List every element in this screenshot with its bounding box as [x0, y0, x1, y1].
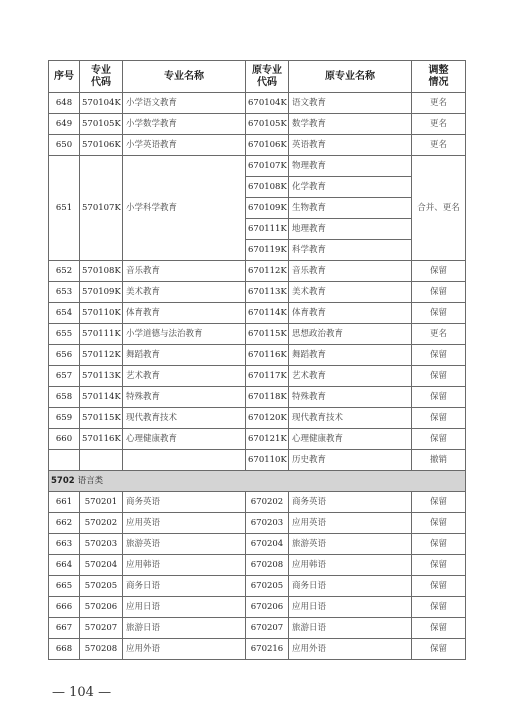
- cell-code: 570109K: [80, 282, 123, 303]
- cell-seq: 664: [49, 555, 80, 576]
- cell-orig-code: 670119K: [246, 240, 289, 261]
- section-code: 5702: [51, 475, 75, 486]
- header-adjust: 调整 情况: [412, 61, 466, 93]
- table-row: [49, 534, 466, 555]
- table-row: [49, 93, 466, 114]
- cell-orig-code: 670113K: [246, 282, 289, 303]
- cell-adjust: 撤销: [412, 450, 466, 471]
- cell-adjust: 保留: [412, 408, 466, 429]
- cell-name: 小学数学教育: [123, 114, 246, 135]
- table-row: [49, 156, 466, 177]
- cell-code: 570206: [80, 597, 123, 618]
- cell-seq: 652: [49, 261, 80, 282]
- cell-code: 570115K: [80, 408, 123, 429]
- cell-adjust: 保留: [412, 534, 466, 555]
- cell-adjust: 合并、更名: [412, 156, 466, 261]
- cell-orig-name: 语文教育: [289, 93, 412, 114]
- cell-orig-name: 数学教育: [289, 114, 412, 135]
- cell-orig-code: 670205: [246, 576, 289, 597]
- cell-name: 艺术教育: [123, 366, 246, 387]
- cell-orig-code: 670118K: [246, 387, 289, 408]
- cell-orig-name: 科学教育: [289, 240, 412, 261]
- table-row: [49, 366, 466, 387]
- cell-orig-code: 670105K: [246, 114, 289, 135]
- table-row: [49, 597, 466, 618]
- cell-code: 570105K: [80, 114, 123, 135]
- cell-orig-name: 音乐教育: [289, 261, 412, 282]
- table-body: [49, 93, 466, 660]
- cell-seq: 649: [49, 114, 80, 135]
- table-row: [49, 618, 466, 639]
- header-orig-code: 原专业 代码: [246, 61, 289, 93]
- table-row: [49, 450, 466, 471]
- cell-seq: 658: [49, 387, 80, 408]
- cell-seq: 655: [49, 324, 80, 345]
- cell-orig-code: 670117K: [246, 366, 289, 387]
- cell-orig-name: 心理健康教育: [289, 429, 412, 450]
- cell-seq: 663: [49, 534, 80, 555]
- cell-name: 应用韩语: [123, 555, 246, 576]
- cell-orig-name: 应用英语: [289, 513, 412, 534]
- cell-code: 570208: [80, 639, 123, 660]
- cell-orig-code: 670114K: [246, 303, 289, 324]
- cell-adjust: 保留: [412, 639, 466, 660]
- cell-name: 体育教育: [123, 303, 246, 324]
- section-title: 语言类: [77, 475, 104, 486]
- header-seq: 序号: [49, 61, 80, 93]
- cell-orig-name: 现代教育技术: [289, 408, 412, 429]
- majors-table: [48, 60, 466, 660]
- table-row: [49, 387, 466, 408]
- cell-adjust: 保留: [412, 366, 466, 387]
- cell-name: 小学科学教育: [123, 156, 246, 261]
- cell-adjust: 更名: [412, 93, 466, 114]
- cell-orig-name: 旅游日语: [289, 618, 412, 639]
- table-row: [49, 114, 466, 135]
- cell-name: [123, 450, 246, 471]
- cell-orig-name: 特殊教育: [289, 387, 412, 408]
- cell-seq: 665: [49, 576, 80, 597]
- cell-adjust: 保留: [412, 513, 466, 534]
- cell-seq: 661: [49, 492, 80, 513]
- cell-adjust: 保留: [412, 303, 466, 324]
- cell-adjust: 保留: [412, 618, 466, 639]
- cell-orig-code: 670108K: [246, 177, 289, 198]
- cell-adjust: 保留: [412, 261, 466, 282]
- cell-adjust: 保留: [412, 387, 466, 408]
- table-row: [49, 408, 466, 429]
- cell-orig-code: 670120K: [246, 408, 289, 429]
- cell-orig-code: 670111K: [246, 219, 289, 240]
- cell-name: 商务英语: [123, 492, 246, 513]
- cell-orig-code: 670106K: [246, 135, 289, 156]
- cell-orig-name: 思想政治教育: [289, 324, 412, 345]
- cell-seq: 666: [49, 597, 80, 618]
- cell-orig-code: 670107K: [246, 156, 289, 177]
- cell-seq: [49, 450, 80, 471]
- cell-seq: 656: [49, 345, 80, 366]
- cell-name: 特殊教育: [123, 387, 246, 408]
- cell-orig-code: 670204: [246, 534, 289, 555]
- cell-seq: 648: [49, 93, 80, 114]
- cell-orig-name: 商务英语: [289, 492, 412, 513]
- cell-orig-name: 英语教育: [289, 135, 412, 156]
- table-row: [49, 135, 466, 156]
- section-row: [49, 471, 466, 492]
- cell-orig-name: 应用日语: [289, 597, 412, 618]
- cell-code: 570116K: [80, 429, 123, 450]
- cell-adjust: 保留: [412, 429, 466, 450]
- cell-orig-code: 670115K: [246, 324, 289, 345]
- table-header: [49, 61, 466, 93]
- cell-name: 小学道德与法治教育: [123, 324, 246, 345]
- cell-name: 舞蹈教育: [123, 345, 246, 366]
- cell-code: [80, 450, 123, 471]
- cell-code: 570203: [80, 534, 123, 555]
- cell-orig-code: 670104K: [246, 93, 289, 114]
- cell-code: 570205: [80, 576, 123, 597]
- cell-orig-code: 670110K: [246, 450, 289, 471]
- cell-code: 570201: [80, 492, 123, 513]
- cell-adjust: 保留: [412, 597, 466, 618]
- cell-orig-name: 应用韩语: [289, 555, 412, 576]
- cell-seq: 653: [49, 282, 80, 303]
- header-code: 专业 代码: [80, 61, 123, 93]
- cell-seq: 662: [49, 513, 80, 534]
- table-row: [49, 324, 466, 345]
- table-row: [49, 639, 466, 660]
- cell-name: 心理健康教育: [123, 429, 246, 450]
- cell-orig-name: 旅游英语: [289, 534, 412, 555]
- cell-name: 旅游日语: [123, 618, 246, 639]
- cell-seq: 660: [49, 429, 80, 450]
- cell-seq: 651: [49, 156, 80, 261]
- table-row: [49, 345, 466, 366]
- cell-orig-name: 舞蹈教育: [289, 345, 412, 366]
- cell-adjust: 保留: [412, 555, 466, 576]
- cell-adjust: 保留: [412, 345, 466, 366]
- cell-name: 应用外语: [123, 639, 246, 660]
- cell-orig-code: 670203: [246, 513, 289, 534]
- cell-name: 小学语文教育: [123, 93, 246, 114]
- cell-name: 应用日语: [123, 597, 246, 618]
- cell-name: 商务日语: [123, 576, 246, 597]
- cell-code: 570202: [80, 513, 123, 534]
- cell-orig-name: 化学教育: [289, 177, 412, 198]
- cell-name: 应用英语: [123, 513, 246, 534]
- table-row: [49, 513, 466, 534]
- table-row: [49, 429, 466, 450]
- cell-seq: 650: [49, 135, 80, 156]
- cell-orig-name: 应用外语: [289, 639, 412, 660]
- cell-seq: 657: [49, 366, 80, 387]
- cell-seq: 659: [49, 408, 80, 429]
- cell-orig-code: 670116K: [246, 345, 289, 366]
- table-row: [49, 282, 466, 303]
- cell-name: 旅游英语: [123, 534, 246, 555]
- cell-adjust: 保留: [412, 576, 466, 597]
- cell-orig-name: 历史教育: [289, 450, 412, 471]
- table-row: [49, 576, 466, 597]
- cell-adjust: 更名: [412, 135, 466, 156]
- cell-orig-name: 体育教育: [289, 303, 412, 324]
- cell-adjust: 更名: [412, 114, 466, 135]
- cell-orig-code: 670208: [246, 555, 289, 576]
- cell-code: 570106K: [80, 135, 123, 156]
- cell-orig-name: 地理教育: [289, 219, 412, 240]
- cell-orig-code: 670121K: [246, 429, 289, 450]
- table-row: [49, 492, 466, 513]
- cell-adjust: 更名: [412, 324, 466, 345]
- cell-seq: 668: [49, 639, 80, 660]
- cell-orig-code: 670207: [246, 618, 289, 639]
- cell-orig-code: 670109K: [246, 198, 289, 219]
- cell-code: 570113K: [80, 366, 123, 387]
- cell-orig-name: 艺术教育: [289, 366, 412, 387]
- cell-orig-name: 物理教育: [289, 156, 412, 177]
- cell-seq: 654: [49, 303, 80, 324]
- cell-orig-name: 商务日语: [289, 576, 412, 597]
- cell-code: 570112K: [80, 345, 123, 366]
- table-row: [49, 261, 466, 282]
- table-row: [49, 303, 466, 324]
- page-number: — 104 —: [52, 685, 112, 700]
- cell-name: 美术教育: [123, 282, 246, 303]
- cell-adjust: 保留: [412, 282, 466, 303]
- cell-code: 570108K: [80, 261, 123, 282]
- header-orig-name: 原专业名称: [289, 61, 412, 93]
- cell-name: 现代教育技术: [123, 408, 246, 429]
- cell-name: 小学英语教育: [123, 135, 246, 156]
- cell-orig-code: 670112K: [246, 261, 289, 282]
- cell-code: 570107K: [80, 156, 123, 261]
- cell-orig-code: 670202: [246, 492, 289, 513]
- cell-seq: 667: [49, 618, 80, 639]
- cell-orig-name: 美术教育: [289, 282, 412, 303]
- cell-code: 570110K: [80, 303, 123, 324]
- table-row: [49, 555, 466, 576]
- cell-name: 音乐教育: [123, 261, 246, 282]
- cell-code: 570204: [80, 555, 123, 576]
- cell-code: 570104K: [80, 93, 123, 114]
- cell-orig-name: 生物教育: [289, 198, 412, 219]
- header-row: [49, 61, 466, 93]
- cell-orig-code: 670216: [246, 639, 289, 660]
- cell-orig-code: 670206: [246, 597, 289, 618]
- cell-code: 570111K: [80, 324, 123, 345]
- cell-adjust: 保留: [412, 492, 466, 513]
- section-heading: [49, 471, 466, 492]
- cell-code: 570114K: [80, 387, 123, 408]
- cell-code: 570207: [80, 618, 123, 639]
- header-name: 专业名称: [123, 61, 246, 93]
